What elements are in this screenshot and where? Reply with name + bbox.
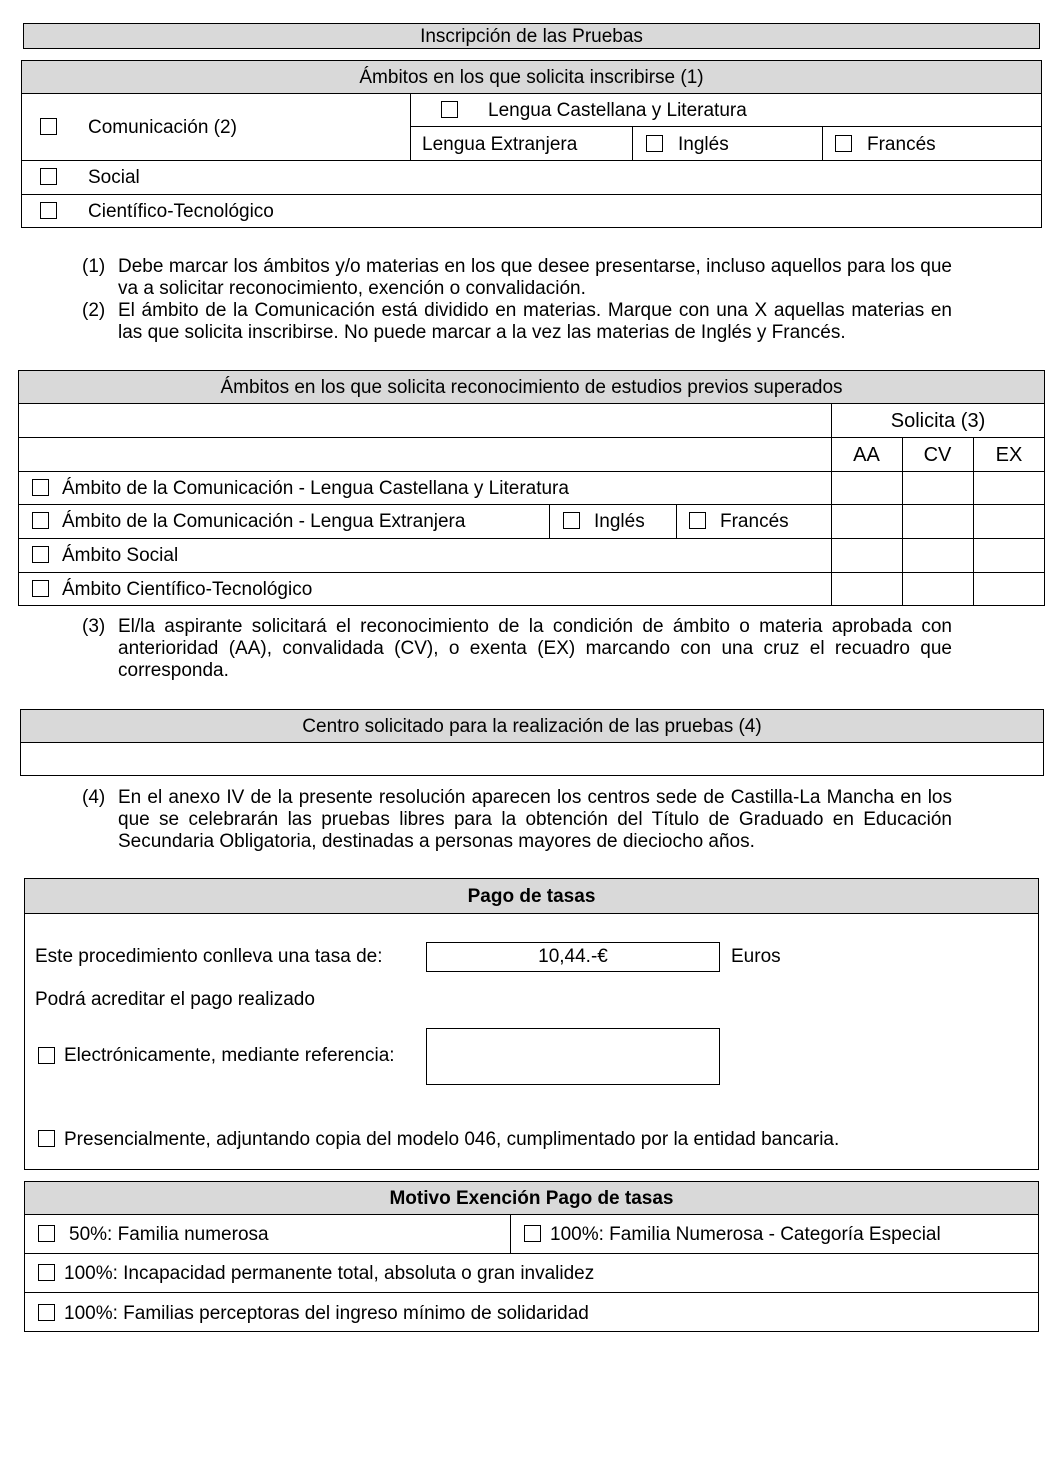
rec-row4-cv-cell[interactable] <box>904 574 972 604</box>
note-4-number: (4) <box>82 787 106 808</box>
note-2-number: (2) <box>82 300 106 321</box>
exencion-50-checkbox[interactable] <box>38 1225 55 1242</box>
exencion-100-especial-checkbox[interactable] <box>524 1225 541 1242</box>
rec-lengua-castellana-checkbox[interactable] <box>32 479 49 496</box>
referencia-input[interactable] <box>426 1028 720 1085</box>
lengua-castellana-checkbox[interactable] <box>441 101 458 118</box>
reconocimiento-header: Ámbitos en los que solicita reconocimiento de estudios previos superados <box>18 370 1045 404</box>
rec-lengua-castellana-label: Ámbito de la Comunicación - Lengua Castellana y Literatura <box>62 478 569 499</box>
col-ex-header: EX <box>995 444 1023 466</box>
rec-ingles-label: Inglés <box>594 511 645 532</box>
note-3-text: El/la aspirante solicitará el reconocimiento de la condición de ámbito o materia aprobada con anterioridad (AA), convalidada (CV), o exenta (EX) marcando con una cruz el recuadro que corresponda. <box>118 616 952 681</box>
cientifico-label: Científico-Tecnológico <box>88 201 274 222</box>
note-4 <box>82 787 952 853</box>
exencion-50-label: 50%: Familia numerosa <box>69 1224 269 1245</box>
inscripcion-header: Ámbitos en los que solicita inscribirse (1) <box>21 60 1042 94</box>
rec-row4-aa-cell[interactable] <box>833 574 901 604</box>
exencion-ingreso-minimo-label: 100%: Familias perceptoras del ingreso mínimo de solidaridad <box>64 1303 589 1324</box>
centro-input[interactable] <box>30 751 1030 771</box>
rec-cientifico-label: Ámbito Científico-Tecnológico <box>62 579 313 600</box>
col-aa-header: AA <box>853 444 880 466</box>
rec-row2-aa-cell[interactable] <box>833 506 901 536</box>
note-1-text: Debe marcar los ámbitos y/o materias en los que desee presentarse, incluso aquellos para los que va a solicitar reconocimiento, exención o convalidación. <box>118 256 952 299</box>
tasa-value-field <box>426 942 720 972</box>
rec-row4-ex-cell[interactable] <box>975 574 1043 604</box>
inscripcion-title: Inscripción de las Pruebas <box>23 23 1040 49</box>
rec-row1-aa-cell[interactable] <box>833 473 901 503</box>
rec-row2-ex-cell[interactable] <box>975 506 1043 536</box>
euros-label: Euros <box>731 946 781 967</box>
centro-header: Centro solicitado para la realización de las pruebas (4) <box>20 709 1044 743</box>
rec-cientifico-checkbox[interactable] <box>32 580 49 597</box>
solicita-header: Solicita (3) <box>890 410 986 432</box>
presencial-checkbox[interactable] <box>38 1130 55 1147</box>
exencion-incapacidad-checkbox[interactable] <box>38 1264 55 1281</box>
ingles-label: Inglés <box>678 134 729 155</box>
ingles-checkbox[interactable] <box>646 135 663 152</box>
col-cv-header: CV <box>923 444 952 466</box>
frances-checkbox[interactable] <box>835 135 852 152</box>
rec-row3-aa-cell[interactable] <box>833 540 901 570</box>
exencion-ingreso-minimo-checkbox[interactable] <box>38 1304 55 1321</box>
pago-header: Pago de tasas <box>24 878 1039 914</box>
note-4-text: En el anexo IV de la presente resolución aparecen los centros sede de Castilla-La Mancha en los que se celebrarán las pruebas libres para la obtención del Título de Graduado en Educación Secundaria Obligatoria, destinadas a personas mayores de dieciocho años. <box>118 787 952 852</box>
note-1-number: (1) <box>82 256 106 277</box>
rec-lengua-extranjera-label: Ámbito de la Comunicación - Lengua Extranjera <box>62 511 466 532</box>
rec-social-checkbox[interactable] <box>32 546 49 563</box>
rec-row3-cv-cell[interactable] <box>904 540 972 570</box>
note-1 <box>82 256 952 300</box>
rec-frances-checkbox[interactable] <box>689 512 706 529</box>
pago-table <box>24 878 1039 1170</box>
rec-row1-ex-cell[interactable] <box>975 473 1043 503</box>
lengua-extranjera-label: Lengua Extranjera <box>422 134 578 155</box>
comunicacion-label: Comunicación (2) <box>88 117 237 138</box>
rec-frances-label: Francés <box>720 511 789 532</box>
social-checkbox[interactable] <box>40 168 57 185</box>
exencion-100-especial-label: 100%: Familia Numerosa - Categoría Especial <box>550 1224 941 1245</box>
rec-row2-cv-cell[interactable] <box>904 506 972 536</box>
cientifico-checkbox[interactable] <box>40 202 57 219</box>
acreditar-label: Podrá acreditar el pago realizado <box>35 989 315 1010</box>
exencion-header: Motivo Exención Pago de tasas <box>24 1181 1039 1215</box>
lengua-castellana-label: Lengua Castellana y Literatura <box>488 100 747 121</box>
exencion-incapacidad-label: 100%: Incapacidad permanente total, absoluta o gran invalidez <box>64 1263 595 1284</box>
note-3-number: (3) <box>82 616 106 637</box>
electronico-checkbox[interactable] <box>38 1047 55 1064</box>
rec-lengua-extranjera-checkbox[interactable] <box>32 512 49 529</box>
rec-row1-cv-cell[interactable] <box>904 473 972 503</box>
rec-ingles-checkbox[interactable] <box>563 512 580 529</box>
note-2-text: El ámbito de la Comunicación está dividido en materias. Marque con una X aquellas materias en las que solicita inscribirse. No puede marcar a la vez las materias de Inglés y Francés. <box>118 300 952 343</box>
comunicacion-checkbox[interactable] <box>40 118 57 135</box>
rec-row3-ex-cell[interactable] <box>975 540 1043 570</box>
note-2 <box>82 300 952 344</box>
social-label: Social <box>88 167 140 188</box>
tasa-value: 10,44.-€ <box>538 946 608 967</box>
rec-social-label: Ámbito Social <box>62 545 179 566</box>
presencial-label: Presencialmente, adjuntando copia del modelo 046, cumplimentado por la entidad bancaria. <box>64 1129 840 1150</box>
electronico-label: Electrónicamente, mediante referencia: <box>64 1045 395 1066</box>
frances-label: Francés <box>867 134 936 155</box>
tasa-label: Este procedimiento conlleva una tasa de: <box>35 946 383 967</box>
note-3 <box>82 616 952 682</box>
